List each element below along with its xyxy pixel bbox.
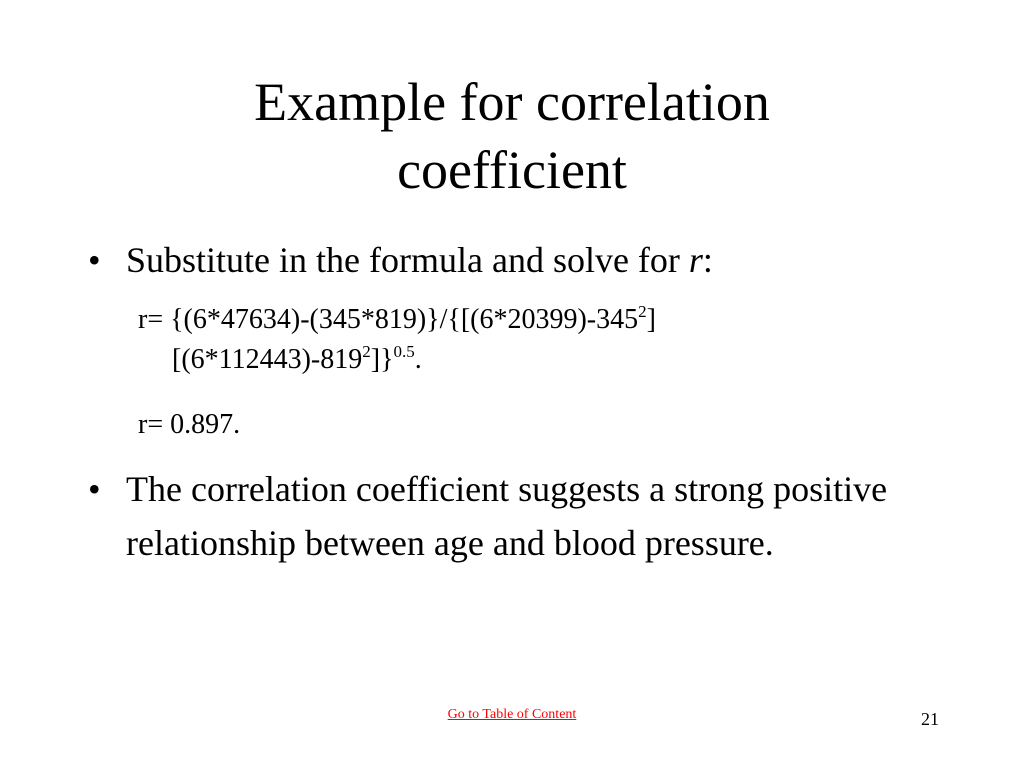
formula-exponent-3: 0.5 bbox=[393, 342, 415, 361]
bullet-marker: • bbox=[88, 469, 101, 509]
formula-part-a: r= {(6*47634)-(345*819)}/{[(6*20399)-345 bbox=[138, 304, 639, 335]
bullet-substitute-colon: : bbox=[702, 240, 713, 280]
formula-part-b: ][(6*112443)-819 bbox=[172, 304, 656, 375]
slide-title-line-2: coefficient bbox=[397, 140, 627, 200]
formula-part-c: ]} bbox=[370, 344, 394, 375]
page-number: 21 bbox=[921, 709, 939, 729]
bullet-substitute-text bbox=[126, 233, 948, 287]
bullet-substitute-label: Substitute in the formula and solve for bbox=[126, 240, 689, 280]
formula-exponent-2: 2 bbox=[362, 342, 371, 361]
formula-exponent-1: 2 bbox=[638, 302, 647, 321]
bullet-marker: • bbox=[88, 240, 101, 280]
slide-title bbox=[0, 68, 1024, 204]
result-line bbox=[138, 405, 878, 445]
formula-line bbox=[138, 300, 878, 380]
footer-link-container bbox=[0, 706, 1024, 724]
slide-title-line-1: Example for correlation bbox=[254, 72, 770, 132]
formula-text bbox=[138, 300, 878, 380]
bullet-conclusion-text: The correlation coefficient suggests a strong positive relationship between age and blood pressure. bbox=[126, 469, 888, 563]
bullet-conclusion bbox=[88, 462, 948, 570]
bullet-substitute bbox=[88, 233, 948, 287]
table-of-content-link[interactable]: Go to Table of Content bbox=[447, 707, 577, 722]
formula-part-d: . bbox=[414, 344, 422, 375]
variable-r: r bbox=[688, 240, 703, 280]
result-text: r= 0.897. bbox=[138, 409, 241, 440]
